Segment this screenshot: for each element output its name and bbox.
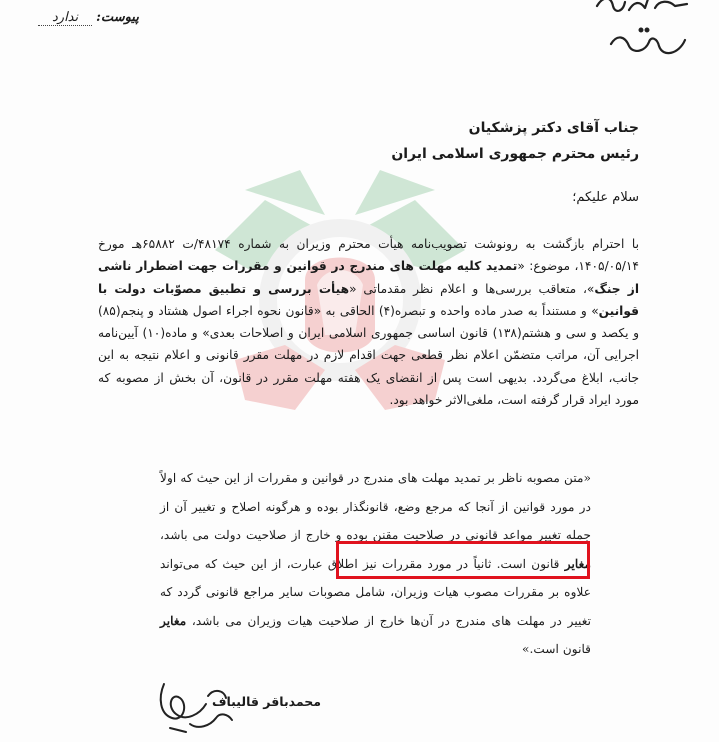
quote-bold-contrary-2: مغایر <box>160 613 187 628</box>
letter-body <box>98 233 639 411</box>
quote-text-2: قانون است. ثانیاً در مورد مقررات نیز اطلاق عبارت، از این حیث که می‌تواند علاوه بر مقررات مصوب هیات وزیران، شامل مصوبات سایر مراجع قانونی گردد که تغییر در مهلت های مندرج در آن‌ها خارج از صلاحیت هیات وزیران می باشد، <box>160 556 591 628</box>
body-paragraph <box>98 233 639 411</box>
attachment-field <box>38 10 139 26</box>
recipient-title: رئیس محترم جمهوری اسلامی ایران <box>391 146 639 162</box>
body-subject-bold: تمدید کلیه مهلت های مندرج در قوانین و مقررات جهت اضطرار ناشی از جنگ <box>98 259 639 296</box>
quote-bold-contrary-1: مغایر <box>564 556 591 571</box>
body-text-3: » و مستنداً به صدر ماده واحده و تبصره(۴) الحاقی به «قانون نحوه اجراء اصول هشتاد و پنجم(۸۵) و یکصد و سی و هشتم(۱۳۸) قانون اساسی جمهوری اسلامی ایران و اصلاحات بعدی» و ماده(۱۰) آیین‌نامه اجرایی آن، مراتب متضمّن اعلام نظر قطعی جهت اقدام لازم در مهلت مقرر قانونی و اعلام نتیجه به این جانب، ابلاغ می‌گردد. بدیهی است پس از انقضای یک هفته مهلت مقرر در قانون، آن بخش از مصوبه که مورد ایراد قرار گرفته است، ملغی‌الاثر خواهد بود. <box>98 303 639 408</box>
body-text-1: با احترام بازگشت به رونوشت تصویب‌نامه هیأت محترم وزیران به شماره ۴۸۱۷۴/ت ۶۵۸۸۲هـ مورخ ۱۴۰۵/۰۵/۱۴، موضوع: « <box>98 237 639 274</box>
recipient-name: جناب آقای دکتر پزشکیان <box>468 120 639 136</box>
handwritten-title-signature <box>589 0 699 82</box>
red-highlight-box <box>336 541 590 579</box>
signatory-name: محمدباقر قالیباف <box>211 694 321 709</box>
recipient-block <box>391 115 639 167</box>
body-board-bold: هیأت بررسی و تطبیق مصوّبات دولت با قوانین <box>98 281 639 318</box>
body-text-2: »، متعاقب بررسی‌ها و اعلام نظر مقدماتی « <box>349 281 595 296</box>
salutation: سلام علیکم؛ <box>572 190 639 205</box>
attachment-label: پیوست: <box>96 10 139 25</box>
quote-text-3: قانون است.» <box>522 642 591 656</box>
quote-text-1: «متن مصوبه ناظر بر تمدید مهلت های مندرج در قوانین و مقررات از این حیث که اولاً در مورد قوانین از آنجا که مرجع وضع، قانونگذار بوده و هرگونه اصلاح و تغییر آن از جمله تغییر مواعد قانونی در صلاحیت مقنن بوده و خارج از صلاحیت دولت می باشد، <box>160 471 591 542</box>
attachment-value: ندارد <box>38 10 92 26</box>
